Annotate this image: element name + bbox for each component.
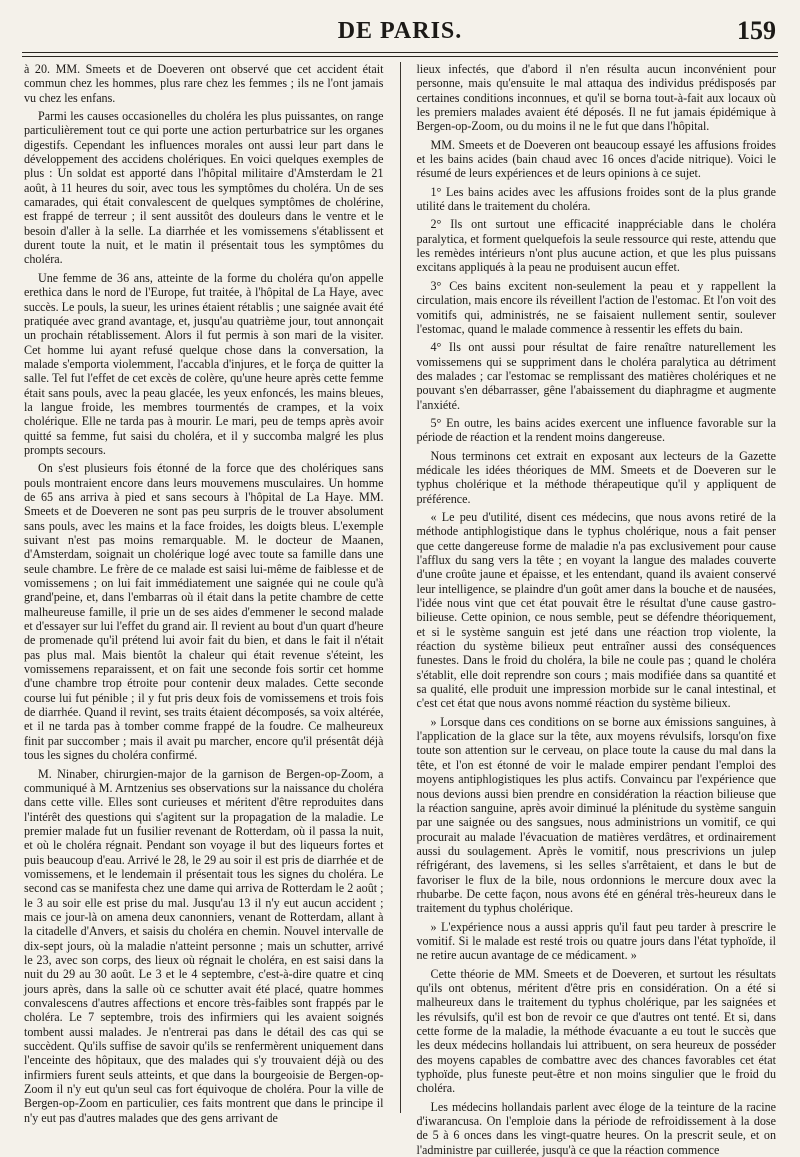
paragraph: MM. Smeets et de Doeveren ont beaucoup essayé les affusions froides et les bains acides (bain chaud avec 16 onces d'acide nitrique). Voici le résumé de leurs expériences et de leurs opinions à ce sujet. [416,137,776,181]
paragraph: 3° Ces bains excitent non-seulement la peau et y rappellent la circulation, mais encore ils réveillent l'action de l'estomac. Et l'on voit des vomitifs qui, administrés, ne se faisaient nullement sentir, soulever l'estomac, quand le malade commence à ressentir les effets du bain. [416,278,776,336]
paragraph: » L'expérience nous a aussi appris qu'il faut peu tarder à prescrire le vomitif. Si le malade est resté trois ou quatre jours dans l'état typhoïde, il ne retire aucun avantage de ce médicament. » [416,919,776,963]
paragraph: lieux infectés, que d'abord il n'en résulta aucun inconvénient pour personne, mais qu'ensuite le mal attaqua des individus prédisposés par certaines conditions inconnues, et qu'il se borna tout-à-fait aux locaux où les premiers malades avaient été déposés. Il ne fut jamais épidémique à Bergen-op-Zoom, ou du moins il ne le fut que dans l'hôpital. [416,62,776,134]
paragraph: M. Ninaber, chirurgien-major de la garnison de Bergen-op-Zoom, a communiqué à M. Arntzenius ses observations sur la naissance du choléra dans cette ville. Elles sont curieuses et méritent d'être reproduites dans l'intérêt des questions qui s'agitent sur la propagation de la maladie. Le premier malade fut un fusilier revenant de Rotterdam, où il passa la nuit, et où le choléra régnait. Pendant son voyage il but des liqueurs fortes et puis beaucoup d'eau. Arrivé le 28, le 29 au soir il est pris de diarrhée et de vomissemens, et le lendemain il présentait tous les signes du choléra. Le second cas se manifesta chez une dame qui arriva de Rotterdam le 2 août ; le 3 au soir elle est prise du mal. Jusqu'au 13 il n'y eut aucun accident ; mais ce jour-là on amena deux canonniers, venant de Rotterdam, allant à la citadelle d'Anvers, et saisis du choléra en chemin. Nouvel intervalle de dix-sept jours, où la maladie n'atteint personne ; mais un schutter, arrivé le 23, avec son corps, des lieux où régnait le choléra, en est saisi dans la nuit du 29 au 30 août. Le 3 et le 4 septembre, c'est-à-dire quatre et cinq jours après, dans la salle où ce schutter avait été placé, quatre hommes convalescens d'autres affections et encore très-faibles sont frappés par le choléra. Le 7 septembre, trois des infirmiers qui les avaient soignés tombent aussi malades. Je n'entrerai pas dans le détail des cas qui se succèdent. Qu'ils suffise de savoir qu'ils se renfermèrent uniquement dans l'enceinte des hôpitaux, que des malades qui s'y trouvaient déjà ou des infirmiers furent seuls atteints, et que dans la bourgeoisie de Bergen-op-Zoom il n'y eut qu'un seul cas fort équivoque de choléra. Pour la ville de Bergen-op-Zoom en particulier, ces faits montrent que dans le principe il n'y eut pas d'autres malades que des gens arrivant de [24,766,384,1125]
column-divider [400,62,401,1113]
paragraph: 2° Ils ont surtout une efficacité inappréciable dans le choléra paralytica, et forment quelquefois la seule ressource qui reste, attendu que les remèdes intérieurs n'ont plus aucune action, et que les plus puissans excitans appliqués à la peau ne produisent aucun effet. [416,217,776,275]
paragraph: 4° Ils ont aussi pour résultat de faire renaître naturellement les vomissemens qui se suppriment dans le choléra paralytica au détriment des malades ; car l'estomac se remplissant des matières cholériques et ne pouvant s'en débarrasser, gêne l'abaissement du diaphragme et augmente l'anxiété. [416,340,776,412]
page-header [22,10,778,53]
paragraph: Cette théorie de MM. Smeets et de Doeveren, et surtout les résultats qu'ils ont obtenus, méritent d'être pris en considération. On a été si malheureux dans le traitement du typhus cholérique, par les saignées et les révulsifs, qu'il est bon de revoir ce que d'autres ont tenté. Et si, dans cette forme de la maladie, la méthode évacuante a eu tout le succès que les deux médecins hollandais lui attribuent, on sera heureux de posséder des moyens capables de combattre avec des chances favorables cet état typhoïde, plus funeste peut-être et non moins singulier que le froid du choléra. [416,966,776,1096]
paragraph: 5° En outre, les bains acides exercent une influence favorable sur la période de réaction et la rendent moins dangereuse. [416,415,776,445]
paragraph: » Lorsque dans ces conditions on se borne aux émissions sanguines, à l'application de la glace sur la tête, aux moyens révulsifs, lorsqu'on fixe toute son attention sur le cerveau, on place toute la cause du mal dans la tête, et l'on est étonné de voir le malade empirer pendant l'emploi des moyens antiphlogistiques les plus actifs. Convaincu par l'expérience que nous devions aussi bien prendre en considération la réaction bilieuse que la réaction sanguine, après avoir diminué la plénitude du système sanguin par une saignée ou des sangsues, nous administrions un vomitif, ce qui procurait au malade l'évacuation de matières verdâtres, et ordinairement aussi du soulagement. Après le vomitif, nous prescrivions un julep réfrigérant, des lavemens, si les selles s'arrêtaient, et dans le but de favoriser le flux de la bile, nous ordonnions le mercure doux avec la rhubarbe. De cette façon, nous avons été en général très-heureux dans le traitement du typhus cholérique. [416,714,776,916]
paragraph: On s'est plusieurs fois étonné de la force que des cholériques sans pouls montraient encore dans leurs mouvemens musculaires. Un homme de 65 ans arriva à pied et sans secours à l'hôpital de La Haye. MM. Smeets et de Doeveren ne sont pas peu surpris de le trouver absolument sans pouls, avec les mains et la face froides, les doigts bleus. L'exemple suivant n'est pas moins remarquable. M. le docteur de Maanen, d'Amsterdam, soignait un cholérique logé avec toute sa famille dans une seule chambre. Le frère de ce malade est saisi lui-même de faiblesse et de vomissemens ; on lui fait immédiatement une saignée qui ne coule qu'à grand'peine, et, dans l'embarras où il était dans la petite chambre de cette malheureuse famille, il prie un de ses aides d'emmener le second malade et d'essayer sur lui l'effet du grand air. Il revient au bout d'un quart d'heure de promenade qu'il prétend lui avoir fait du bien, et dans le fait il n'était pas plus mal. Mais bientôt la chaleur qui était revenue s'éteint, les vomissemens reparaissent, et on fait une seconde fois sortir cet homme d'une chambre trop étroite pour contenir deux malades. Cette seconde course lui fut pénible ; il y fut pris deux fois de vomissemens et trois fois de diarrhée. Quand il revint, ses traits étaient décomposés, sa voix altérée, et il ne tarda pas à tomber comme frappé de la foudre. Ce malheureux finit par succomber ; mais il avait pu marcher, encore qu'il présentât déjà tous les signes du choléra confirmé. [24,461,384,763]
page-number: 159 [737,16,776,45]
paragraph: à 20. MM. Smeets et de Doeveren ont observé que cet accident était commun chez les hommes, plus rare chez les femmes ; ils ne l'ont jamais vu chez les enfans. [24,62,384,105]
paragraph: 1° Les bains acides avec les affusions froides sont de la plus grande utilité dans le traitement du choléra. [416,184,776,214]
paragraph: Nous terminons cet extrait en exposant aux lecteurs de la Gazette médicale les idées théoriques de MM. Smeets et de Doeveren sur le typhus cholérique et la méthode thérapeutique qu'il y appliquent de préférence. [416,448,776,506]
text-columns [24,62,776,1157]
right-column [416,62,777,1157]
left-column [24,62,384,1125]
running-title: DE PARIS. [337,18,463,44]
paragraph: « Le peu d'utilité, disent ces médecins, que nous avons retiré de la méthode antiphlogistique dans le typhus cholérique, nous a fait penser que cette dangereuse forme de maladie n'a pas exclusivement pour cause l'afflux du sang vers la tête ; en voyant la langue des malades couverte d'une croûte jaune et épaisse, et les entendant, quand ils avaient conservé leur intelligence, se plaindre d'un goût amer dans la bouche et de nausées, l'idée nous vint que cet état pouvait être le résultat d'une cause gastro-bilieuse. Cette opinion, ce nous semble, peut se défendre théoriquement, et si le système sanguin est jeté dans une réaction trop violente, la réaction du système bilieux peut entraîner aussi des conséquences funestes. Dans le froid du choléra, la bile ne coule pas ; quand le choléra s'établit, elle doit reprendre son cours ; mais modifiée dans sa quantité et sa qualité, elle produit une impression morbide sur le canal intestinal, et c'est cet état que nous avons nommé réaction du système bilieux. [416,509,776,711]
paragraph: Parmi les causes occasionelles du choléra les plus puissantes, on range particulièrement tout ce qui porte une action perturbatrice sur les organes digestifs. Cependant les influences morales ont aussi leur part dans le développement des accidens cholériques. En voici quelques exemples de plus : Un soldat est apporté dans l'hôpital militaire d'Amsterdam le 21 août, à 11 heures du soir, avec tous les symptômes du choléra. Un de ses camarades, qui était convalescent de quelques symptômes de cholérine, est frappé de terreur ; il sent aussitôt des douleurs dans le ventre et le besoin d'aller à la selle. La diarrhée et les vomissemens s'établissent et durent toute la nuit, et le matin il présentait tous les symptômes du choléra. [24,109,384,267]
paragraph: Une femme de 36 ans, atteinte de la forme du choléra qu'on appelle erethica dans le nord de l'Europe, fut traitée, à l'hôpital de La Haye, avec succès. Le pouls, la sueur, les urines étaient rétablis ; une saignée avait été pratiquée avec grand avantage, et, jusqu'au quatrième jour, tout annonçait un prochain rétablissement. Alors il fut permis à son mari de la visiter. Cet homme lui ayant refusé quelque chose dans la conversation, la malade s'emporta violemment, l'accabla d'injures, et le força de quitter la salle. Tel fut l'effet de cet excès de colère, qu'une heure après cette femme était sans pouls, avec la peau glacée, les yeux enfoncés, les mains bleues, la langue froide, les membres tourmentés de crampes, et la voix cholérique. Elle ne tarda pas à mourir. Le mari, peu de temps après avoir quitté sa femme, fut saisi du choléra, et il y succomba malgré les plus prompts secours. [24,270,384,457]
paragraph: Les médecins hollandais parlent avec éloge de la teinture de la racine d'iwarancusa. On l'emploie dans la période de refroidissement à la dose de 5 à 6 onces dans les vingt-quatre heures. On la prescrit seule, et on l'administre par cuillerée, jusqu'à ce que la réaction commence [416,1099,776,1157]
